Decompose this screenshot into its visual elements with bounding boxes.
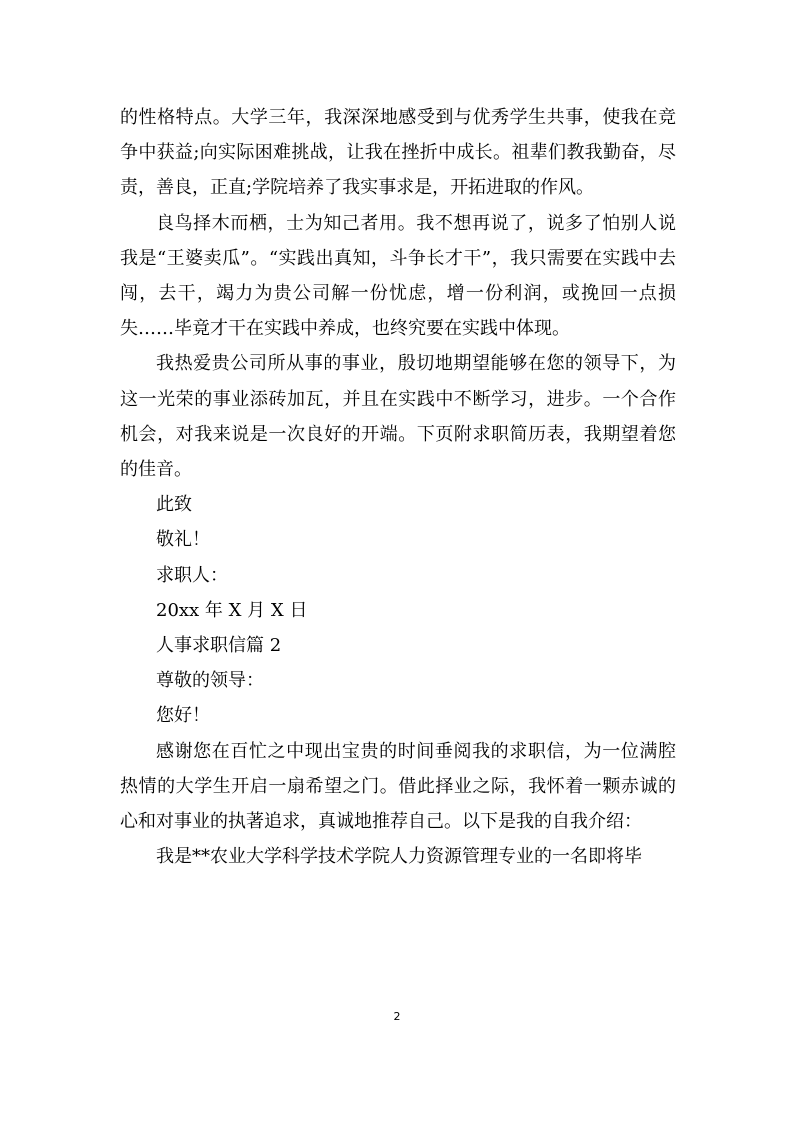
greeting-hello: 您好！ xyxy=(156,705,210,727)
letter-body xyxy=(120,100,676,874)
paragraph-love-company: 我热爱贵公司所从事的事业，殷切地期望能够在您的领导下，为这一光荣的事业添砖加瓦，并且在实践中不断学习，进步。一个合作机会，对我来说是一次良好的开端。下页附求职简历表，我期望着您的佳音。 xyxy=(120,353,676,481)
closing-regards: 敬礼！ xyxy=(156,529,210,551)
paragraph-self-intro: 我是**农业大学科学技术学院人力资源管理专业的一名即将毕 xyxy=(156,846,642,868)
letter-date: 20xx 年 X 月 X 日 xyxy=(156,599,308,621)
closing-salutation: 此致 xyxy=(156,494,192,516)
paragraph-good-bird: 良鸟择木而栖，士为知己者用。我不想再说了，说多了怕别人说我是“王婆卖瓜”。“实践出真知，斗争长才干”，我只需要在实践中去闯，去干，竭力为贵公司解一份忧虑，增一份利润，或挽回一点损失……毕竟才干在实践中养成，也终究要在实践中体现。 xyxy=(120,212,676,340)
page-number: 2 xyxy=(393,1010,401,1023)
paragraph-character-traits: 的性格特点。大学三年，我深深地感受到与优秀学生共事，使我在竞争中获益;向实际困难挑战，让我在挫折中成长。祖辈们教我勤奋，尽责，善良，正直;学院培养了我实事求是，开拓进取的作风。 xyxy=(120,107,676,199)
greeting-leader: 尊敬的领导： xyxy=(156,670,264,692)
section-heading: 人事求职信篇 2 xyxy=(156,635,282,657)
applicant-label: 求职人： xyxy=(156,564,228,586)
paragraph-thanks: 感谢您在百忙之中现出宝贵的时间垂阅我的求职信，为一位满腔热情的大学生开启一扇希望之门。借此择业之际，我怀着一颗赤诚的心和对事业的执著追求，真诚地推荐自己。以下是我的自我介绍： xyxy=(120,740,676,833)
